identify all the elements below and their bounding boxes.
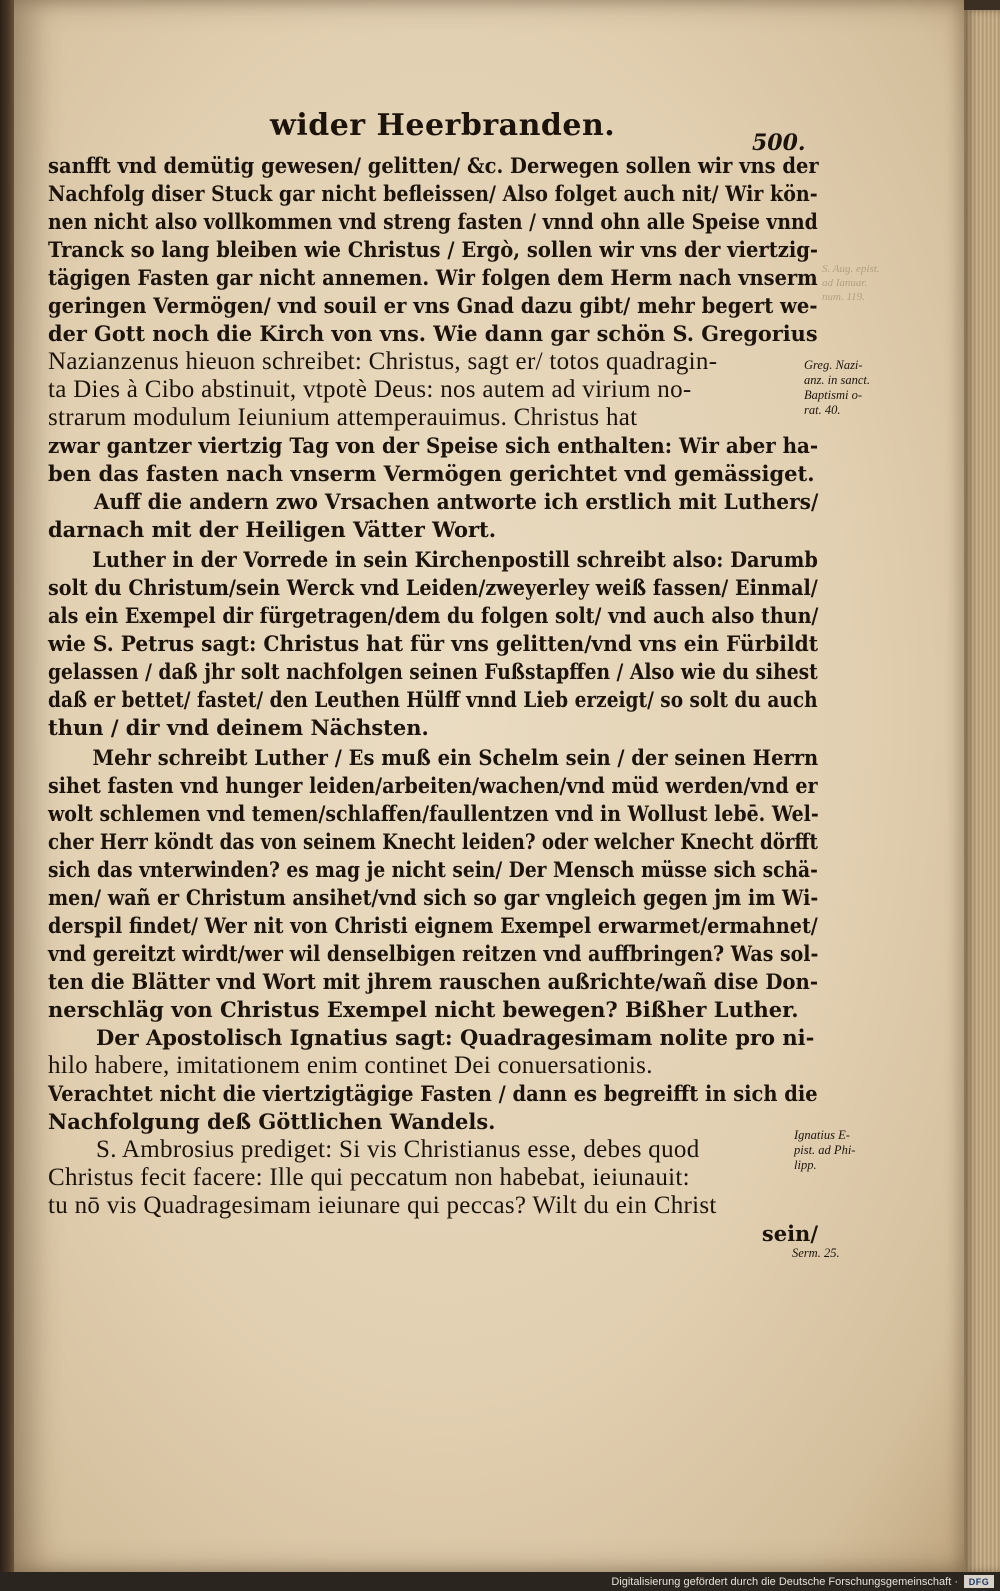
text-line: Nachfolg diser Stuck gar nicht befleissen/ Also folget auch nit/ Wir kön- bbox=[48, 181, 818, 206]
text-line: gelassen / daß jhr solt nachfolgen seinen Fußstapffen / Also wie du sihest bbox=[48, 659, 818, 684]
text-line: strarum modulum Ieiunium attemperauimus. Christus hat bbox=[48, 404, 638, 431]
text-line: Tranck so lang bleiben wie Christus / Ergò, sollen wir vns der viertzig- bbox=[48, 237, 819, 262]
text-line: zwar gantzer viertzig Tag von der Speise sich enthalten: Wir aber ha- bbox=[48, 433, 819, 458]
text-line: der Gott noch die Kirch von vns. Wie dann gar schön S. Gregorius bbox=[48, 321, 818, 346]
text-line: Christus fecit facere: Ille qui peccatum non habebat, ieiunauit: bbox=[48, 1164, 690, 1191]
footer-caption: Digitalisierung gefördert durch die Deutsche Forschungsgemeinschaft · bbox=[611, 1575, 958, 1588]
text-line: ben das fasten nach vnserm Vermögen gerichtet vnd gemässiget. bbox=[48, 461, 815, 486]
text-line: sein/ bbox=[761, 1221, 818, 1246]
margin-note-ignatius: Ignatius E- pist. ad Phi- lipp. bbox=[794, 1128, 856, 1172]
text-line: men/ wañ er Christum ansihet/vnd sich so gar vngleich gegen jm im Wi- bbox=[48, 885, 819, 910]
text-line: nen nicht also vollkommen vnd streng fasten / vnnd ohn alle Speise vnnd bbox=[48, 209, 818, 234]
text-line: Verachtet nicht die viertzigtägige Fasten / dann es begreifft in sich die bbox=[48, 1081, 818, 1106]
book-page bbox=[14, 0, 964, 1572]
text-line: Auff die andern zwo Vrsachen antworte ich erstlich mit Luthers/ bbox=[93, 489, 819, 514]
text-line: sich das vnterwinden? es mag je nicht sein/ Der Mensch müsse sich schä- bbox=[48, 857, 818, 882]
text-line: tägigen Fasten gar nicht annemen. Wir folgen dem Herm nach vnserm bbox=[48, 265, 818, 290]
text-line: ten die Blätter vnd Wort mit jhrem rauschen außrichte/wañ dise Don- bbox=[48, 969, 819, 994]
margin-note-ambrosius: Serm. 25. bbox=[792, 1246, 840, 1260]
body-text bbox=[48, 152, 818, 1248]
text-line: tu nō vis Quadragesimam ieiunare qui peccas? Wilt du ein Christ bbox=[48, 1192, 717, 1219]
running-head: wider Heerbranden. bbox=[270, 108, 616, 143]
text-line: Der Apostolisch Ignatius sagt: Quadragesimam nolite pro ni- bbox=[96, 1025, 815, 1050]
text-line: vnd gereitzt wirdt/wer wil denselbigen reitzen vnd auffbringen? Was sol- bbox=[48, 941, 819, 966]
text-line: wolt schlemen vnd temen/schlaffen/faullentzen vnd in Wollust lebē. Wel- bbox=[48, 801, 819, 826]
text-line: Luther in der Vorrede in sein Kirchenpostill schreibt also: Darumb bbox=[92, 547, 818, 572]
text-line: derspil findet/ Wer nit von Christi eignem Exempel erwarmet/ermahnet/ bbox=[48, 913, 818, 938]
margin-note-gregorius: Greg. Nazi- anz. in sanct. Baptismi o- rat. 40. bbox=[804, 358, 870, 417]
text-line: daß er bettet/ fastet/ den Leuthen Hülff vnnd Lieb erzeigt/ so solt du auch bbox=[48, 687, 818, 712]
text-line: Nachfolgung deß Göttlichen Wandels. bbox=[48, 1109, 496, 1134]
text-line: Nazianzenus hieuon schreibet: Christus, sagt er/ totos quadragin- bbox=[48, 348, 718, 375]
text-line: Mehr schreibt Luther / Es muß ein Schelm sein / der seinen Herrn bbox=[92, 745, 819, 770]
text-line: cher Herr köndt das von seinem Knecht leiden? oder welcher Knecht dörfft bbox=[48, 829, 818, 854]
text-line: solt du Christum/sein Werck vnd Leiden/zweyerley weiß fassen/ Einmal/ bbox=[48, 575, 818, 600]
text-line: ta Dies à Cibo abstinuit, vtpotè Deus: nos autem ad virium no- bbox=[48, 376, 692, 403]
text-line: als ein Exempel dir fürgetragen/dem du folgen solt/ vnd auch also thun/ bbox=[48, 603, 819, 628]
book-binding bbox=[0, 0, 14, 1591]
text-line: sanfft vnd demütig gewesen/ gelitten/ &c. Derwegen sollen wir vns der bbox=[48, 153, 819, 178]
footer-bar bbox=[0, 1572, 1000, 1591]
text-line: nerschläg von Christus Exempel nicht bewegen? Bißher Luther. bbox=[48, 997, 799, 1022]
text-line: thun / dir vnd deinem Nächsten. bbox=[48, 715, 429, 740]
text-line: geringen Vermögen/ vnd souil er vns Gnad dazu gibt/ mehr begert we- bbox=[48, 293, 818, 318]
dfg-logo: DFG bbox=[964, 1575, 994, 1588]
text-line: S. Ambrosius prediget: Si vis Christianus esse, debes quod bbox=[96, 1136, 700, 1163]
page-edges bbox=[964, 10, 1000, 1572]
text-line: wie S. Petrus sagt: Christus hat für vns gelitten/vnd vns ein Fürbildt bbox=[48, 631, 819, 656]
text-line: hilo habere, imitationem enim continet Dei conuersationis. bbox=[48, 1052, 653, 1079]
text-line: darnach mit der Heiligen Vätter Wort. bbox=[48, 517, 497, 542]
text-line: sihet fasten vnd hunger leiden/arbeiten/wachen/vnd müd werden/vnd er bbox=[48, 773, 818, 798]
page-number: 500. bbox=[752, 130, 806, 156]
bleed-through-text: S. Aug. epist. ad Ianuar. num. 119. bbox=[822, 263, 880, 303]
